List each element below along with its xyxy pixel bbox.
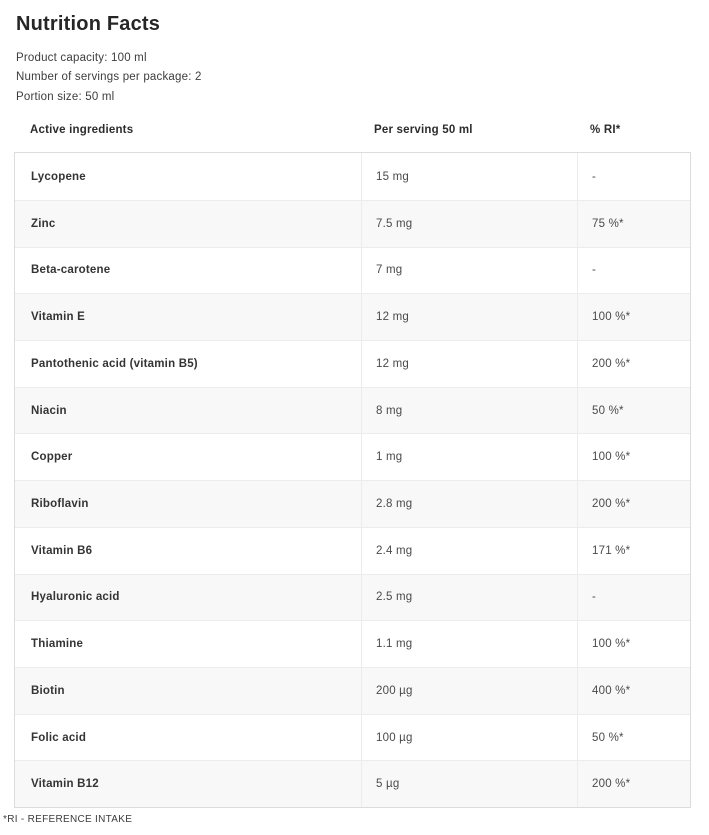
ri-cell: - [577,153,690,200]
amount-cell: 200 µg [361,668,577,714]
ri-cell: - [577,248,690,294]
ingredient-name-cell: Folic acid [31,731,87,744]
ingredient-name-cell: Lycopene [31,170,86,183]
ri-cell: 171 %* [577,528,690,574]
amount-cell: 7 mg [361,248,577,294]
ingredient-name-cell: Vitamin E [31,311,85,324]
amount-cell: 15 mg [361,153,577,200]
ingredient-name-cell: Pantothenic acid (vitamin B5) [31,357,198,370]
table-row [15,574,690,621]
reference-intake-footnote: *RI - REFERENCE INTAKE [3,814,133,826]
table-row [15,667,690,714]
ri-cell: 50 %* [577,715,690,761]
amount-cell: 1 mg [361,434,577,480]
page-title: Nutrition Facts [16,13,161,35]
table-row [15,480,690,527]
table-row [15,527,690,574]
amount-cell: 12 mg [361,341,577,387]
table-body [15,153,690,807]
amount-cell: 12 mg [361,294,577,340]
ri-cell: 100 %* [577,434,690,480]
ingredient-name-cell: Vitamin B6 [31,544,93,557]
amount-cell: 5 µg [361,761,577,807]
ingredients-table [14,152,691,808]
ingredient-name-cell: Beta-carotene [31,264,111,277]
ri-cell: - [577,575,690,621]
table-row [15,153,690,200]
amount-cell: 2.5 mg [361,575,577,621]
ri-cell: 400 %* [577,668,690,714]
table-row [15,340,690,387]
ri-cell: 75 %* [577,201,690,247]
table-header-row [14,107,691,152]
amount-cell: 8 mg [361,388,577,434]
table-row [15,620,690,667]
ri-cell: 200 %* [577,761,690,807]
amount-cell: 2.4 mg [361,528,577,574]
ingredient-name-cell: Copper [31,451,73,464]
ingredient-name-cell: Zinc [31,217,56,230]
ingredient-name-cell: Biotin [31,684,65,697]
ri-cell: 50 %* [577,388,690,434]
header-per-serving: Per serving 50 ml [374,123,473,136]
ingredient-name-cell: Riboflavin [31,497,89,510]
amount-cell: 100 µg [361,715,577,761]
table-row [15,200,690,247]
amount-cell: 7.5 mg [361,201,577,247]
header-active-ingredients: Active ingredients [30,123,134,136]
ingredient-name-cell: Niacin [31,404,67,417]
ingredient-name-cell: Thiamine [31,638,84,651]
product-meta [0,36,709,107]
ri-cell: 200 %* [577,341,690,387]
table-row [15,760,690,807]
amount-cell: 1.1 mg [361,621,577,667]
ri-cell: 200 %* [577,481,690,527]
header-ri: % RI* [590,123,621,136]
servings-per-package-text: Number of servings per package: 2 [16,71,202,84]
table-row [15,247,690,294]
table-row [15,387,690,434]
ri-cell: 100 %* [577,621,690,667]
amount-cell: 2.8 mg [361,481,577,527]
table-row [15,433,690,480]
portion-size-text: Portion size: 50 ml [16,90,115,103]
product-capacity-text: Product capacity: 100 ml [16,52,147,64]
ingredient-name-cell: Vitamin B12 [31,778,99,791]
table-row [15,714,690,761]
table-row [15,293,690,340]
ri-cell: 100 %* [577,294,690,340]
ingredient-name-cell: Hyaluronic acid [31,591,120,604]
